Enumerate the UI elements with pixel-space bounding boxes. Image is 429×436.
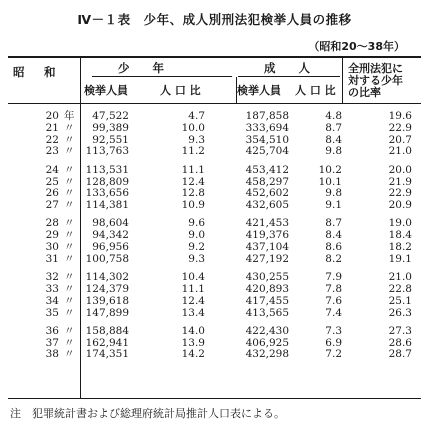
unit-cell: 〃 bbox=[64, 121, 75, 134]
adult-ratio-cell: 7.8 bbox=[325, 282, 342, 295]
table-row bbox=[0, 348, 429, 360]
youth-arrests-cell: 133,656 bbox=[85, 187, 129, 200]
adult-ratio-cell: 4.8 bbox=[325, 110, 342, 122]
youth-ratio-cell: 12.8 bbox=[181, 187, 205, 200]
juvenile-percent-cell: 18.2 bbox=[388, 241, 412, 253]
year-cell: 30 bbox=[45, 241, 59, 253]
year-cell: 35 bbox=[45, 306, 59, 319]
unit-cell: 〃 bbox=[64, 199, 75, 212]
year-cell: 23 bbox=[45, 145, 59, 158]
adult-ratio-cell: 10.1 bbox=[318, 175, 342, 188]
juvenile-percent-cell: 22.9 bbox=[388, 187, 412, 200]
table-row bbox=[0, 164, 429, 176]
header-juvenile-percent bbox=[348, 63, 403, 99]
unit-cell: 〃 bbox=[64, 324, 75, 337]
youth-ratio-cell: 11.1 bbox=[181, 282, 205, 295]
youth-arrests-cell: 113,763 bbox=[85, 145, 129, 158]
juvenile-percent-cell: 20.0 bbox=[388, 163, 412, 176]
header-bottom-rule bbox=[8, 103, 421, 104]
adult-ratio-cell: 8.7 bbox=[325, 121, 342, 134]
adult-arrests-cell: 420,893 bbox=[245, 282, 289, 295]
adult-arrests-cell: 413,565 bbox=[245, 306, 289, 319]
youth-arrests-cell: 174,351 bbox=[85, 348, 129, 361]
youth-arrests-cell: 98,604 bbox=[92, 217, 129, 230]
juvenile-percent-cell: 28.7 bbox=[388, 348, 412, 361]
column-divider-youth-adult bbox=[236, 77, 237, 103]
adult-ratio-cell: 6.9 bbox=[325, 336, 342, 349]
adult-arrests-cell: 453,412 bbox=[245, 163, 289, 176]
youth-ratio-cell: 9.2 bbox=[188, 241, 205, 253]
table-row bbox=[0, 187, 429, 199]
adult-ratio-cell: 7.2 bbox=[325, 348, 342, 361]
header-youth-ratio: 人 口 比 bbox=[160, 84, 201, 97]
year-cell: 24 bbox=[45, 163, 59, 176]
year-cell: 37 bbox=[45, 336, 59, 349]
header-youth-arrests: 検挙人員 bbox=[84, 84, 128, 97]
youth-ratio-cell: 4.7 bbox=[188, 110, 205, 122]
adult-arrests-cell: 427,192 bbox=[245, 252, 289, 265]
header-adult: 成 人 bbox=[264, 61, 310, 75]
year-cell: 22 bbox=[45, 133, 59, 146]
youth-arrests-cell: 147,899 bbox=[85, 306, 129, 319]
juvenile-percent-cell: 19.1 bbox=[388, 252, 412, 265]
youth-ratio-cell: 14.0 bbox=[181, 324, 205, 337]
unit-cell: 〃 bbox=[64, 217, 75, 230]
youth-arrests-cell: 139,618 bbox=[85, 294, 129, 307]
unit-cell: 〃 bbox=[64, 145, 75, 158]
year-cell: 38 bbox=[45, 348, 59, 361]
unit-cell: 〃 bbox=[64, 282, 75, 295]
table-row bbox=[0, 271, 429, 283]
juvenile-percent-cell: 22.8 bbox=[388, 282, 412, 295]
unit-cell: 〃 bbox=[64, 133, 75, 146]
juvenile-percent-cell: 20.9 bbox=[388, 199, 412, 212]
youth-arrests-cell: 99,389 bbox=[92, 121, 129, 134]
year-cell: 20 bbox=[45, 110, 59, 122]
header-juvenile-percent-line3: の比率 bbox=[348, 86, 381, 99]
table-row bbox=[0, 229, 429, 241]
youth-ratio-cell: 14.2 bbox=[181, 348, 205, 361]
youth-arrests-cell: 100,758 bbox=[85, 252, 129, 265]
unit-cell: 〃 bbox=[64, 252, 75, 265]
year-cell: 36 bbox=[45, 324, 59, 337]
adult-arrests-cell: 421,453 bbox=[245, 217, 289, 230]
youth-arrests-cell: 124,379 bbox=[85, 282, 129, 295]
youth-ratio-cell: 11.2 bbox=[181, 145, 205, 158]
year-cell: 21 bbox=[45, 121, 59, 134]
year-cell: 29 bbox=[45, 229, 59, 242]
unit-cell: 〃 bbox=[64, 348, 75, 361]
year-cell: 27 bbox=[45, 199, 59, 212]
table-row bbox=[0, 122, 429, 134]
adult-ratio-cell: 9.1 bbox=[325, 199, 342, 212]
table-subtitle: （昭和20～38年） bbox=[308, 40, 405, 53]
header-juvenile-percent-line2: 対する少年 bbox=[348, 74, 403, 87]
juvenile-percent-cell: 19.6 bbox=[388, 110, 412, 122]
header-juvenile-percent-line1: 全刑法犯に bbox=[348, 62, 403, 75]
youth-ratio-cell: 9.6 bbox=[188, 217, 205, 230]
youth-arrests-cell: 114,302 bbox=[85, 271, 129, 284]
table-row bbox=[0, 325, 429, 337]
youth-ratio-cell: 13.4 bbox=[181, 306, 205, 319]
year-cell: 26 bbox=[45, 187, 59, 200]
youth-arrests-cell: 128,809 bbox=[85, 175, 129, 188]
adult-ratio-cell: 8.6 bbox=[325, 241, 342, 253]
youth-ratio-cell: 9.3 bbox=[188, 133, 205, 146]
table-row bbox=[0, 134, 429, 146]
adult-ratio-cell: 8.2 bbox=[325, 252, 342, 265]
youth-ratio-cell: 13.9 bbox=[181, 336, 205, 349]
adult-ratio-cell: 7.3 bbox=[325, 324, 342, 337]
unit-cell: 〃 bbox=[64, 175, 75, 188]
adult-arrests-cell: 406,925 bbox=[245, 336, 289, 349]
year-cell: 34 bbox=[45, 294, 59, 307]
adult-arrests-cell: 452,602 bbox=[245, 187, 289, 200]
unit-cell: 年 bbox=[64, 110, 75, 122]
adult-ratio-cell: 9.8 bbox=[325, 187, 342, 200]
youth-ratio-cell: 9.0 bbox=[188, 229, 205, 242]
adult-arrests-cell: 425,704 bbox=[245, 145, 289, 158]
youth-ratio-cell: 10.0 bbox=[181, 121, 205, 134]
table-row bbox=[0, 337, 429, 349]
youth-ratio-cell: 11.1 bbox=[181, 163, 205, 176]
table-row bbox=[0, 241, 429, 253]
top-rule bbox=[8, 56, 421, 58]
table-row bbox=[0, 295, 429, 307]
header-adult-ratio: 人 口 比 bbox=[295, 84, 336, 97]
juvenile-percent-cell: 26.3 bbox=[388, 306, 412, 319]
table-row bbox=[0, 283, 429, 295]
unit-cell: 〃 bbox=[64, 187, 75, 200]
adult-arrests-cell: 458,297 bbox=[245, 175, 289, 188]
year-cell: 32 bbox=[45, 271, 59, 284]
juvenile-percent-cell: 25.1 bbox=[388, 294, 412, 307]
adult-arrests-cell: 333,694 bbox=[245, 121, 289, 134]
table-row bbox=[0, 253, 429, 265]
adult-ratio-cell: 7.9 bbox=[325, 271, 342, 284]
unit-cell: 〃 bbox=[64, 241, 75, 253]
juvenile-percent-cell: 18.4 bbox=[388, 229, 412, 242]
juvenile-percent-cell: 19.0 bbox=[388, 217, 412, 230]
juvenile-percent-cell: 22.9 bbox=[388, 121, 412, 134]
table-row bbox=[0, 307, 429, 319]
adult-ratio-cell: 10.2 bbox=[318, 163, 342, 176]
unit-cell: 〃 bbox=[64, 336, 75, 349]
youth-ratio-cell: 12.4 bbox=[181, 294, 205, 307]
adult-arrests-cell: 432,605 bbox=[245, 199, 289, 212]
column-divider-adult-pct bbox=[342, 58, 343, 103]
youth-ratio-cell: 9.3 bbox=[188, 252, 205, 265]
table-row bbox=[0, 199, 429, 211]
youth-group-underline bbox=[92, 76, 232, 77]
header-adult-arrests: 検挙人員 bbox=[237, 84, 281, 97]
year-cell: 28 bbox=[45, 217, 59, 230]
youth-ratio-cell: 10.4 bbox=[181, 271, 205, 284]
table-row bbox=[0, 217, 429, 229]
adult-ratio-cell: 8.7 bbox=[325, 217, 342, 230]
unit-cell: 〃 bbox=[64, 271, 75, 284]
unit-cell: 〃 bbox=[64, 163, 75, 176]
table-bottom-rule bbox=[8, 398, 421, 399]
adult-arrests-cell: 430,255 bbox=[245, 271, 289, 284]
footnote: 注 犯罪統計書および総理府統計局推計人口表による。 bbox=[10, 407, 285, 420]
adult-group-underline bbox=[238, 76, 340, 77]
table-row bbox=[0, 110, 429, 122]
header-youth: 少 年 bbox=[118, 61, 164, 75]
youth-arrests-cell: 47,522 bbox=[92, 110, 129, 122]
youth-arrests-cell: 94,342 bbox=[92, 229, 129, 242]
table-row bbox=[0, 176, 429, 188]
youth-arrests-cell: 96,956 bbox=[92, 241, 129, 253]
unit-cell: 〃 bbox=[64, 306, 75, 319]
adult-arrests-cell: 187,858 bbox=[245, 110, 289, 122]
adult-ratio-cell: 7.6 bbox=[325, 294, 342, 307]
adult-arrests-cell: 354,510 bbox=[245, 133, 289, 146]
unit-cell: 〃 bbox=[64, 229, 75, 242]
year-cell: 31 bbox=[45, 252, 59, 265]
unit-cell: 〃 bbox=[64, 294, 75, 307]
adult-arrests-cell: 417,455 bbox=[245, 294, 289, 307]
table-row bbox=[0, 145, 429, 157]
youth-arrests-cell: 92,551 bbox=[92, 133, 129, 146]
year-cell: 25 bbox=[45, 175, 59, 188]
youth-arrests-cell: 114,381 bbox=[85, 199, 129, 212]
adult-ratio-cell: 7.4 bbox=[325, 306, 342, 319]
juvenile-percent-cell: 20.7 bbox=[388, 133, 412, 146]
youth-ratio-cell: 12.4 bbox=[181, 175, 205, 188]
adult-ratio-cell: 9.8 bbox=[325, 145, 342, 158]
adult-ratio-cell: 8.4 bbox=[325, 133, 342, 146]
youth-ratio-cell: 10.9 bbox=[181, 199, 205, 212]
table-title: Ⅳ－１表 少年、成人別刑法犯検挙人員の推移 bbox=[77, 12, 352, 27]
header-era: 昭 和 bbox=[13, 65, 60, 79]
adult-arrests-cell: 432,298 bbox=[245, 348, 289, 361]
juvenile-percent-cell: 28.6 bbox=[388, 336, 412, 349]
youth-arrests-cell: 158,884 bbox=[85, 324, 129, 337]
juvenile-percent-cell: 21.0 bbox=[388, 271, 412, 284]
juvenile-percent-cell: 21.0 bbox=[388, 145, 412, 158]
juvenile-percent-cell: 27.3 bbox=[388, 324, 412, 337]
year-cell: 33 bbox=[45, 282, 59, 295]
youth-arrests-cell: 162,941 bbox=[85, 336, 129, 349]
adult-arrests-cell: 422,430 bbox=[245, 324, 289, 337]
adult-arrests-cell: 419,376 bbox=[245, 229, 289, 242]
adult-arrests-cell: 437,104 bbox=[245, 241, 289, 253]
adult-ratio-cell: 8.4 bbox=[325, 229, 342, 242]
juvenile-percent-cell: 21.9 bbox=[388, 175, 412, 188]
youth-arrests-cell: 113,531 bbox=[85, 163, 129, 176]
